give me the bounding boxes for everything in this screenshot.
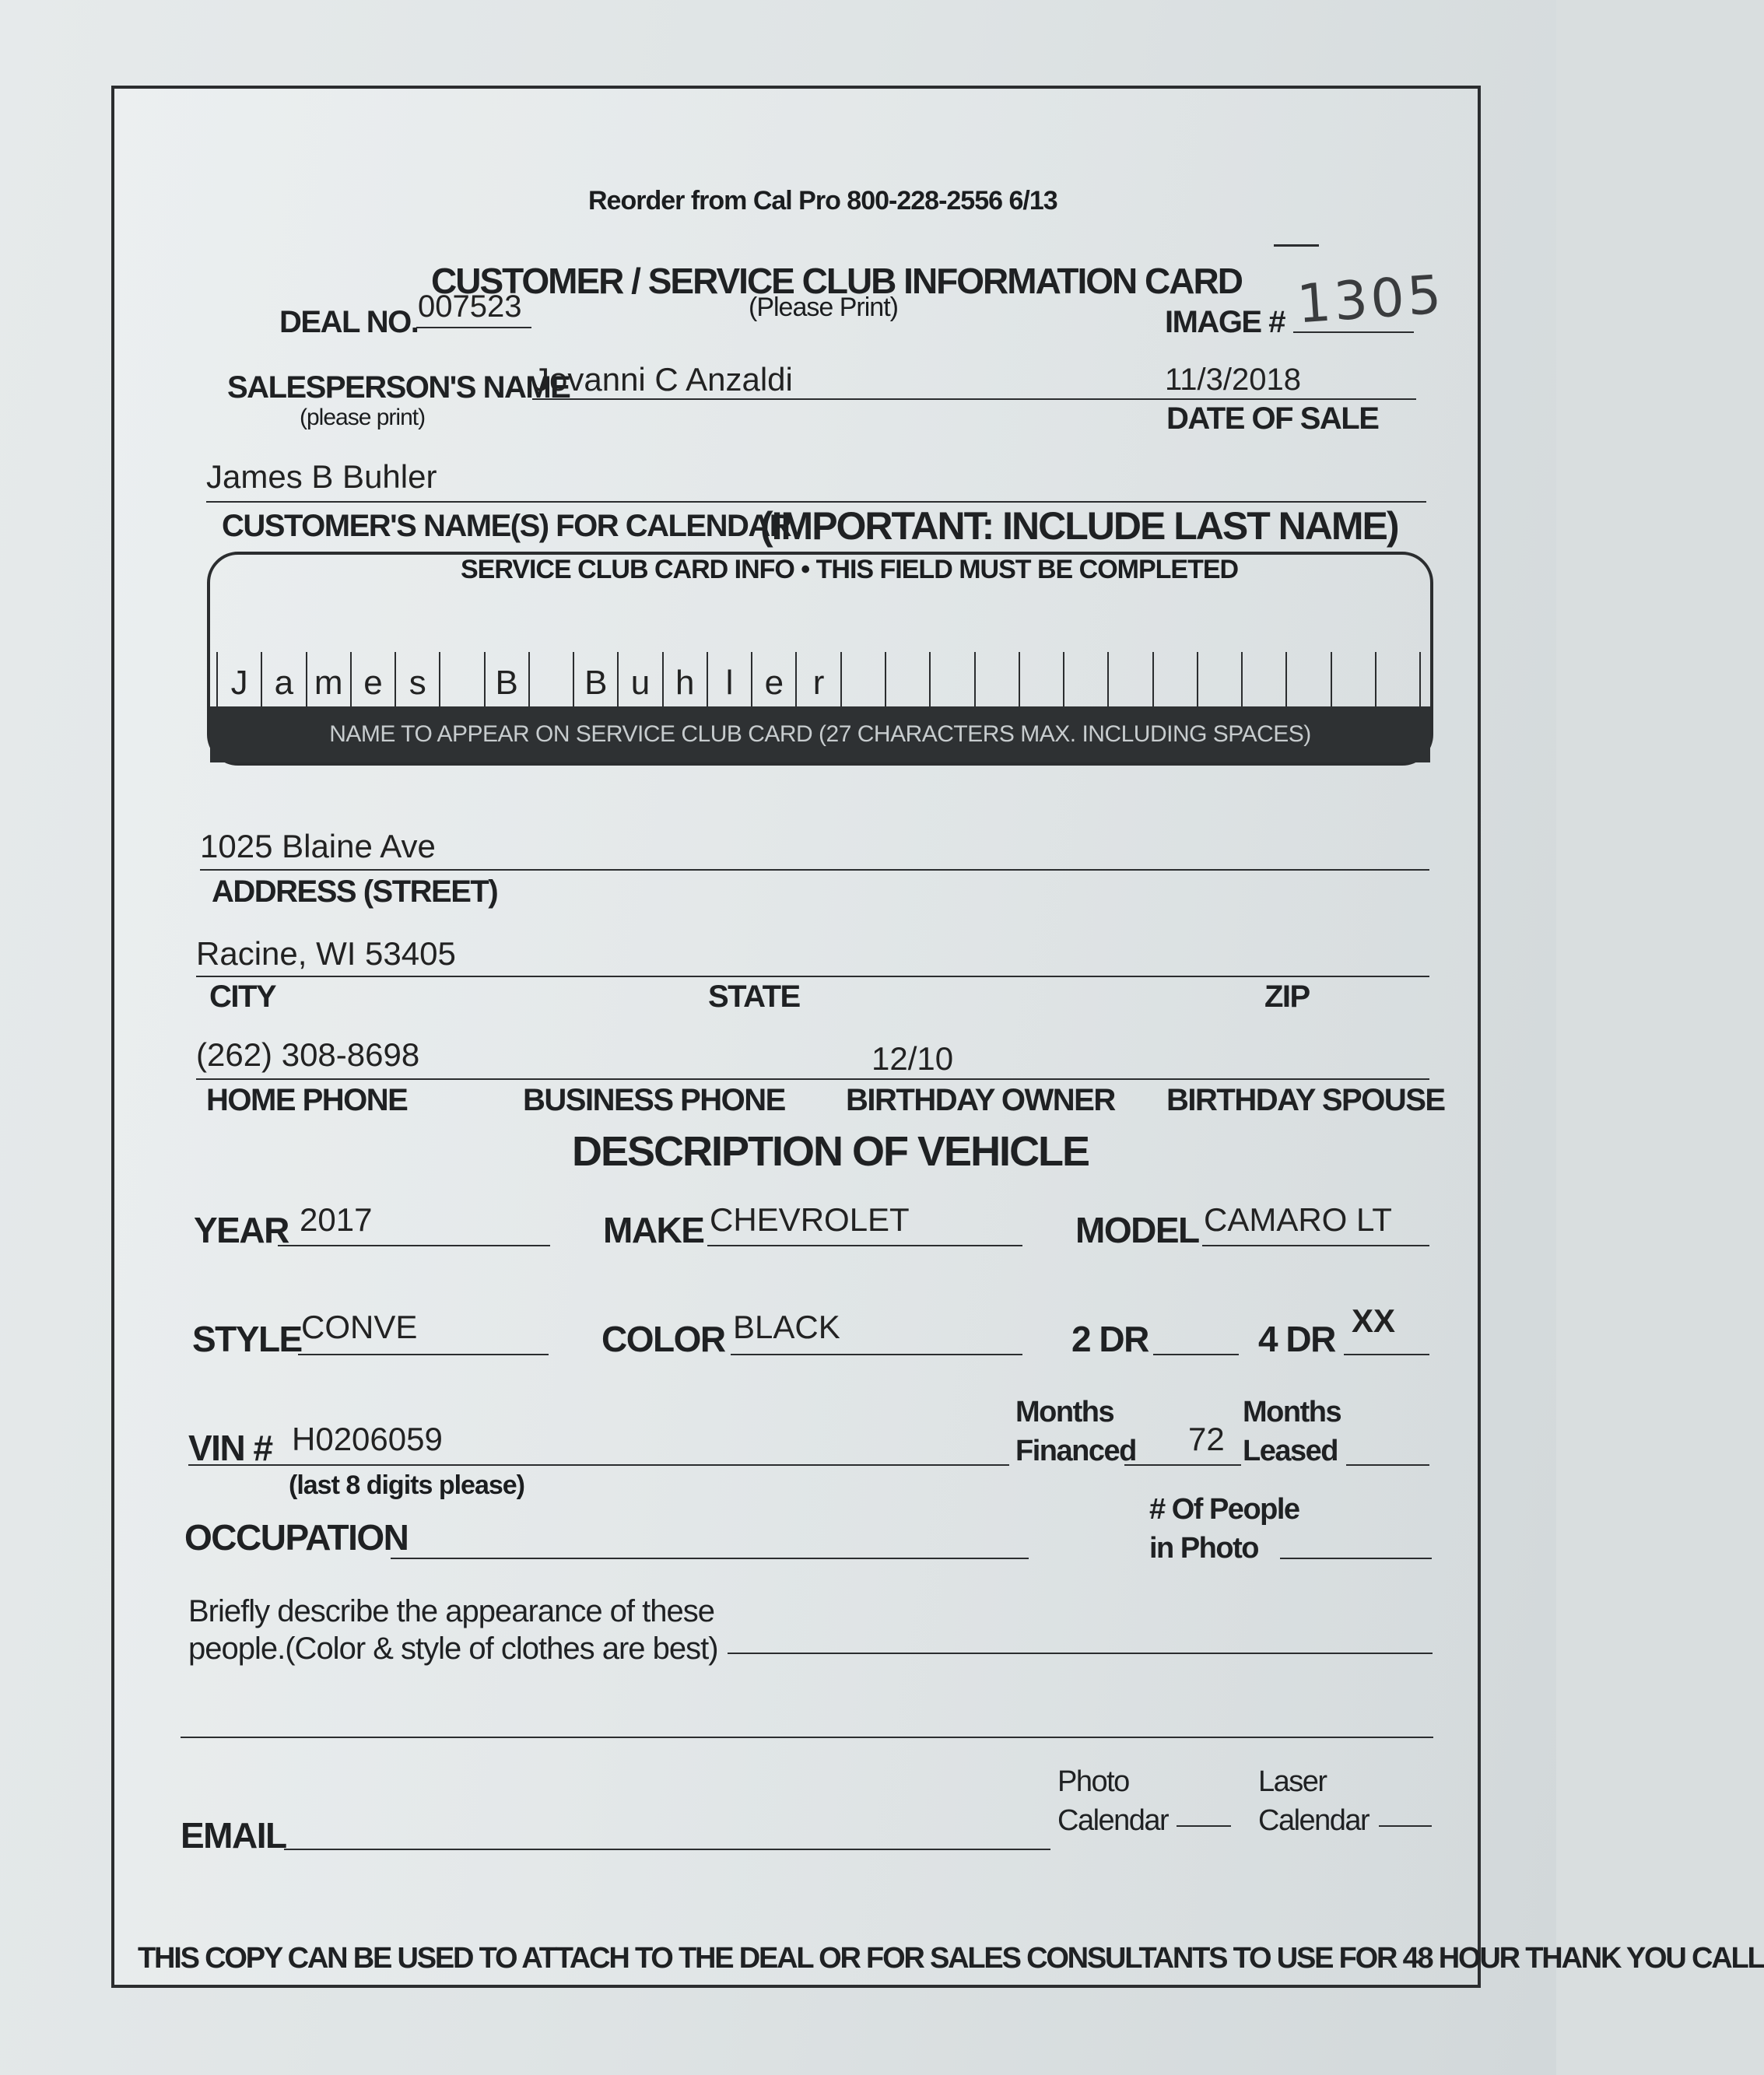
vin-line [188,1464,1009,1466]
photo-calendar-line [1177,1825,1231,1827]
color-value[interactable]: BLACK [733,1309,840,1345]
describe-line [728,1653,1433,1654]
char-cell[interactable] [976,652,1020,706]
vin-label: VIN # [188,1428,272,1468]
email-line [284,1849,1050,1850]
occupation-line [391,1558,1029,1559]
color-label: COLOR [601,1319,725,1359]
financed-line [1124,1464,1241,1466]
char-cell[interactable] [842,652,886,706]
birthday-owner-value[interactable]: 12/10 [871,1040,954,1077]
vehicle-heading: DESCRIPTION OF VEHICLE [572,1128,1089,1175]
date-of-sale-value[interactable]: 11/3/2018 [1165,363,1301,397]
four-door-line [1344,1354,1429,1355]
business-phone-label: BUSINESS PHONE [523,1083,785,1117]
zip-label: ZIP [1264,980,1310,1014]
name-character-cells[interactable] [216,652,1421,706]
vin-sub: (last 8 digits please) [289,1470,524,1500]
customer-name-value[interactable]: James B Buhler [206,458,437,495]
important-note: (IMPORTANT: INCLUDE LAST NAME) [760,504,1398,548]
describe-line1: Briefly describe the appearance of these [188,1594,714,1628]
char-cell[interactable]: u [619,652,663,706]
email-label: EMAIL [181,1815,286,1856]
salesperson-sub: (please print) [300,405,426,430]
card-title: CUSTOMER / SERVICE CLUB INFORMATION CARD [431,261,1242,301]
char-cell[interactable]: e [752,652,797,706]
months-financed-label: Financed [1015,1435,1136,1467]
months-leased-label: Leased [1243,1435,1338,1467]
char-cell[interactable] [530,652,574,706]
photo-calendar-top: Photo [1057,1765,1129,1798]
service-club-heading: SERVICE CLUB CARD INFO • THIS FIELD MUST BE COMPLETED [461,555,1239,584]
style-value[interactable]: CONVE [301,1309,418,1345]
char-cell[interactable]: a [262,652,307,706]
address-label: ADDRESS (STREET) [212,875,498,909]
style-line [298,1354,549,1355]
people-in-photo-line [1280,1558,1432,1559]
state-label: STATE [708,980,800,1014]
please-print-note: (Please Print) [749,293,898,322]
months-leased-top: Months [1243,1396,1341,1428]
customer-name-line [206,501,1426,503]
model-value[interactable]: CAMARO LT [1204,1201,1392,1238]
char-cell[interactable] [1243,652,1287,706]
make-line [707,1245,1022,1246]
deal-no-label: DEAL NO. [279,305,419,339]
laser-calendar-bottom: Calendar [1258,1804,1369,1837]
model-line [1202,1245,1429,1246]
laser-calendar-line [1379,1825,1432,1827]
months-financed-top: Months [1015,1396,1114,1428]
leased-line [1346,1464,1429,1466]
home-phone-value[interactable]: (262) 308-8698 [196,1036,420,1073]
char-cell[interactable]: J [216,652,262,706]
footer-note: THIS COPY CAN BE USED TO ATTACH TO THE DEAL OR FOR SALES CONSULTANTS TO USE FOR 48 HOUR THANK YOU CALL [138,1942,1764,1975]
people-in-photo-bottom: in Photo [1149,1532,1258,1565]
color-line [731,1354,1022,1355]
service-club-footer: NAME TO APPEAR ON SERVICE CLUB CARD (27 CHARACTERS MAX. INCLUDING SPACES) [210,706,1430,762]
char-cell[interactable]: s [396,652,440,706]
header-dash [1274,244,1319,247]
char-cell[interactable]: e [352,652,396,706]
service-club-box [207,552,1433,766]
people-in-photo-top: # Of People [1149,1493,1299,1526]
char-cell[interactable] [1287,652,1331,706]
char-cell[interactable] [1109,652,1153,706]
char-cell[interactable]: B [486,652,530,706]
four-door-label: 4 DR [1258,1319,1335,1359]
image-no-line [1293,331,1414,333]
year-value[interactable]: 2017 [300,1201,373,1238]
image-no-value[interactable]: 1305 [1295,264,1447,336]
two-door-line [1153,1354,1239,1355]
char-cell[interactable]: B [574,652,619,706]
char-cell[interactable] [886,652,931,706]
char-cell[interactable]: r [797,652,841,706]
reorder-text: Reorder from Cal Pro 800-228-2556 6/13 [588,186,1057,216]
vin-value[interactable]: H0206059 [292,1421,443,1457]
make-label: MAKE [603,1210,704,1250]
char-cell[interactable]: l [708,652,752,706]
city-label: CITY [209,980,276,1014]
two-door-label: 2 DR [1071,1319,1149,1359]
four-door-value[interactable]: XX [1352,1302,1396,1339]
describe-line2: people.(Color & style of clothes are best) [188,1632,718,1666]
occupation-label: OCCUPATION [184,1517,409,1558]
salesperson-value[interactable]: Jovanni C Anzaldi [533,361,793,398]
photo-calendar-bottom: Calendar [1057,1804,1169,1837]
laser-calendar-top: Laser [1258,1765,1327,1798]
address-line [200,869,1429,871]
customer-name-label: CUSTOMER'S NAME(S) FOR CALENDAR [222,509,791,543]
char-cell[interactable] [440,652,485,706]
char-cell[interactable]: m [307,652,352,706]
char-cell[interactable]: h [664,652,708,706]
image-no-label: IMAGE # [1165,305,1285,339]
style-label: STYLE [192,1319,302,1359]
make-value[interactable]: CHEVROLET [710,1201,910,1238]
char-cell[interactable] [931,652,975,706]
deal-no-line [416,327,531,328]
months-financed-value[interactable]: 72 [1188,1421,1225,1457]
char-cell[interactable] [1332,652,1376,706]
city-line [196,976,1429,977]
salesperson-line [532,398,1416,400]
char-cell[interactable] [1154,652,1198,706]
char-cell[interactable] [1064,652,1109,706]
city-value[interactable]: Racine, WI 53405 [196,935,456,972]
describe-extra-line [181,1737,1433,1738]
deal-no-value[interactable]: 007523 [418,289,522,324]
information-card [111,86,1764,1988]
model-label: MODEL [1075,1210,1199,1250]
salesperson-label: SALESPERSON'S NAME [227,370,570,405]
date-of-sale-label: DATE OF SALE [1166,401,1379,436]
phones-line [196,1078,1429,1080]
year-line [278,1245,550,1246]
birthday-owner-label: BIRTHDAY OWNER [846,1083,1115,1117]
char-cell[interactable] [1020,652,1064,706]
char-cell[interactable] [1376,652,1421,706]
year-label: YEAR [194,1210,289,1250]
address-value[interactable]: 1025 Blaine Ave [200,828,436,864]
char-cell[interactable] [1198,652,1243,706]
home-phone-label: HOME PHONE [206,1083,408,1117]
birthday-spouse-label: BIRTHDAY SPOUSE [1166,1083,1445,1117]
